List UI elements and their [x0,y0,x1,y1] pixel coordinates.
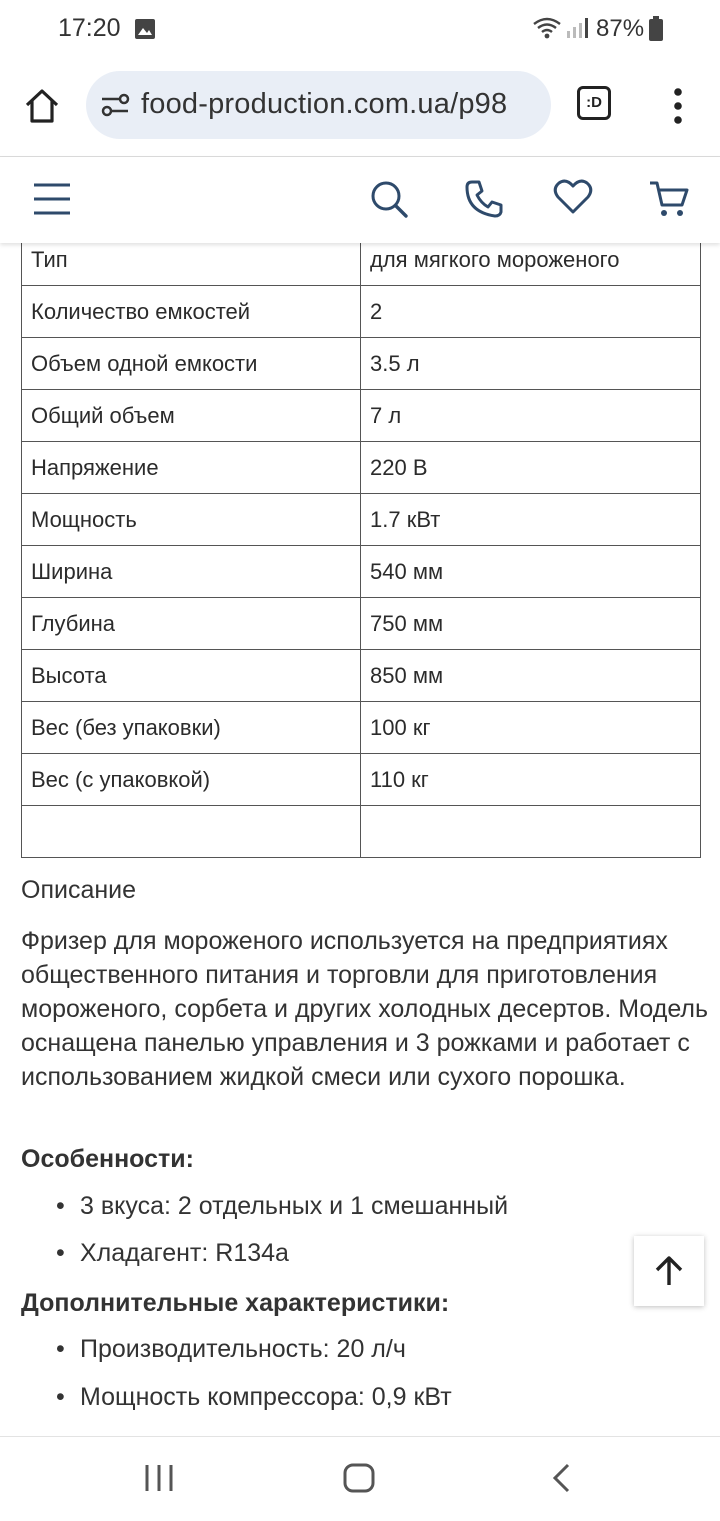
table-row [22,754,701,806]
wifi-icon [532,16,562,40]
table-row [22,702,701,754]
spec-name: Высота [22,650,361,702]
back-icon[interactable] [550,1463,572,1493]
battery-percent: 87% [596,15,645,42]
spec-name: Вес (с упаковкой) [22,754,361,806]
spec-name: Вес (без упаковки) [22,702,361,754]
spec-name: Тип [22,243,361,286]
tune-icon[interactable] [100,93,130,117]
list-item [56,1192,508,1221]
spec-name: Напряжение [22,442,361,494]
table-row [22,390,701,442]
spec-name: Количество емкостей [22,286,361,338]
spec-value: 7 л [361,390,701,442]
spec-value: 110 кг [361,754,701,806]
list-item [56,1335,406,1364]
url-text[interactable]: food-production.com.ua/p98 [141,88,508,120]
description-text: Фризер для мороженого используется на предприятиях общественного питания и торговли для приготовления мороженого, сорбета и других холодных десертов. Модель оснащена панелью управления и 3 рожками и работает с использованием жидкой смеси или сухого порошка. [21,927,709,1091]
spec-value: 220 В [361,442,701,494]
table-row [22,286,701,338]
site-header [0,157,720,243]
system-nav-bar [0,1436,720,1521]
spec-value: 3.5 л [361,338,701,390]
search-icon[interactable] [369,179,409,219]
description-title: Описание [21,876,137,904]
table-row [22,243,701,286]
arrow-up-icon [634,1236,704,1306]
page-content [0,243,720,1436]
scroll-top-button[interactable] [634,1236,704,1306]
spec-name: Глубина [22,598,361,650]
tabs-label: :D [586,94,602,111]
heart-icon[interactable] [553,179,593,215]
spec-name: Ширина [22,546,361,598]
specs-table [21,243,701,858]
spec-value: 1.7 кВт [361,494,701,546]
recent-apps-icon[interactable] [144,1464,174,1492]
list-item [56,1383,452,1412]
table-row [22,650,701,702]
spec-value: 2 [361,286,701,338]
feature-text: 3 вкуса: 2 отдельных и 1 смешанный [80,1192,509,1220]
table-row [22,598,701,650]
table-row [22,442,701,494]
table-row [22,494,701,546]
spec-name [22,806,361,858]
address-bar[interactable] [86,71,551,139]
browser-toolbar [0,58,720,157]
more-vert-icon[interactable] [666,86,690,126]
tabs-icon[interactable] [577,86,611,120]
spec-value: 750 мм [361,598,701,650]
extra-text: Производительность: 20 л/ч [80,1335,406,1363]
bullet: • [56,1192,65,1220]
signal-icon [566,17,590,39]
table-row [22,338,701,390]
cart-icon[interactable] [648,179,690,219]
spec-value: 540 мм [361,546,701,598]
list-item [56,1239,289,1268]
phone-icon[interactable] [464,179,504,219]
status-time: 17:20 [58,14,121,42]
battery-icon [648,16,664,42]
spec-value: 100 кг [361,702,701,754]
bullet: • [56,1239,65,1267]
home-icon[interactable] [22,86,62,126]
hamburger-icon[interactable] [33,182,71,216]
spec-value: 850 мм [361,650,701,702]
features-title: Особенности: [21,1145,194,1173]
bullet: • [56,1383,65,1411]
spec-value: для мягкого мороженого [361,243,701,286]
spec-name: Мощность [22,494,361,546]
spec-value [361,806,701,858]
extra-text: Мощность компрессора: 0,9 кВт [80,1383,452,1411]
status-bar [0,0,720,58]
spec-name: Объем одной емкости [22,338,361,390]
table-row [22,806,701,858]
table-row [22,546,701,598]
spec-name: Общий объем [22,390,361,442]
home-nav-icon[interactable] [343,1463,375,1493]
bullet: • [56,1335,65,1363]
image-icon [134,18,156,40]
feature-text: Хладагент: R134a [80,1239,289,1267]
extra-title: Дополнительные характеристики: [21,1289,450,1317]
